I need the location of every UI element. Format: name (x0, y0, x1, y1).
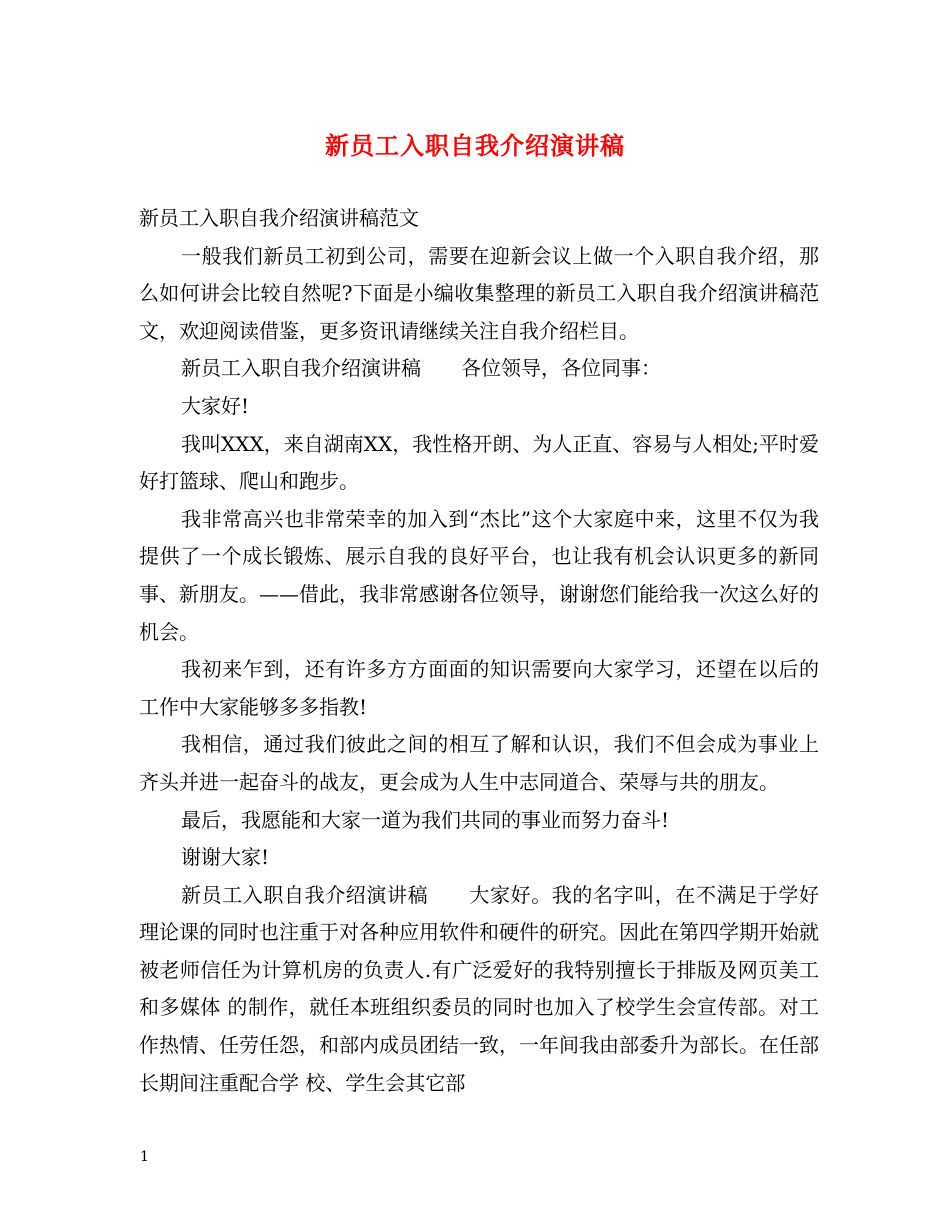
paragraph-closing: 最后，我愿能和大家一道为我们共同的事业而努力奋斗! (181, 807, 670, 832)
paragraph-self-intro: 我叫XXX，来自湖南XX，我性格开朗、为人正直、容易与人相处;平时爱好打篮球、爬山和跑步。 (139, 431, 819, 494)
paragraph-thanks: 谢谢大家! (181, 845, 270, 870)
paragraph-learning: 我初来乍到，还有许多方方面面的知识需要向大家学习，还望在以后的工作中大家能够多多指教! (139, 657, 819, 719)
document-title: 新员工入职自我介绍演讲稿 (325, 131, 625, 160)
paragraph-second-speech: 新员工入职自我介绍演讲稿 大家好。我的名字叫，在不满足于学好理论课的同时也注重于对各种应用软件和硬件的研究。因此在第四学期开始就被老师信任为计算机房的负责人.有广泛爱好的我特别擅长于排版及网页美工和多媒体 的制作，就任本班组织委员的同时也加入了校学生会宣传部。对工作热情、任劳任怨，和部内成员团结一致，一年间我由部委升为部长。在任部长期间注重配合学 校、学生会其它部 (139, 882, 819, 1095)
paragraph-gratitude: 我非常高兴也非常荣幸的加入到“杰比”这个大家庭中来，这里不仅为我提供了一个成长锻炼、展示自我的良好平台，也让我有机会认识更多的新同事、新朋友。——借此，我非常感谢各位领导，谢谢您们能给我一次这么好的机会。 (139, 506, 819, 644)
document-body (139, 200, 819, 1102)
paragraph-belief: 我相信，通过我们彼此之间的相互了解和认识，我们不但会成为事业上齐头并进一起奋斗的战友，更会成为人生中志同道合、荣辱与共的朋友。 (139, 732, 819, 794)
paragraph-subtitle: 新员工入职自我介绍演讲稿范文 (139, 206, 419, 230)
paragraph-intro: 一般我们新员工初到公司，需要在迎新会议上做一个入职自我介绍，那么如何讲会比较自然呢?下面是小编收集整理的新员工入职自我介绍演讲稿范文，欢迎阅读借鉴，更多资讯请继续关注自我介绍栏目。 (139, 243, 819, 343)
paragraph-greeting-heading: 新员工入职自我介绍演讲稿 各位领导，各位同事： (181, 356, 661, 381)
paragraph-hello: 大家好! (181, 393, 250, 418)
page-number: 1 (140, 1149, 149, 1165)
